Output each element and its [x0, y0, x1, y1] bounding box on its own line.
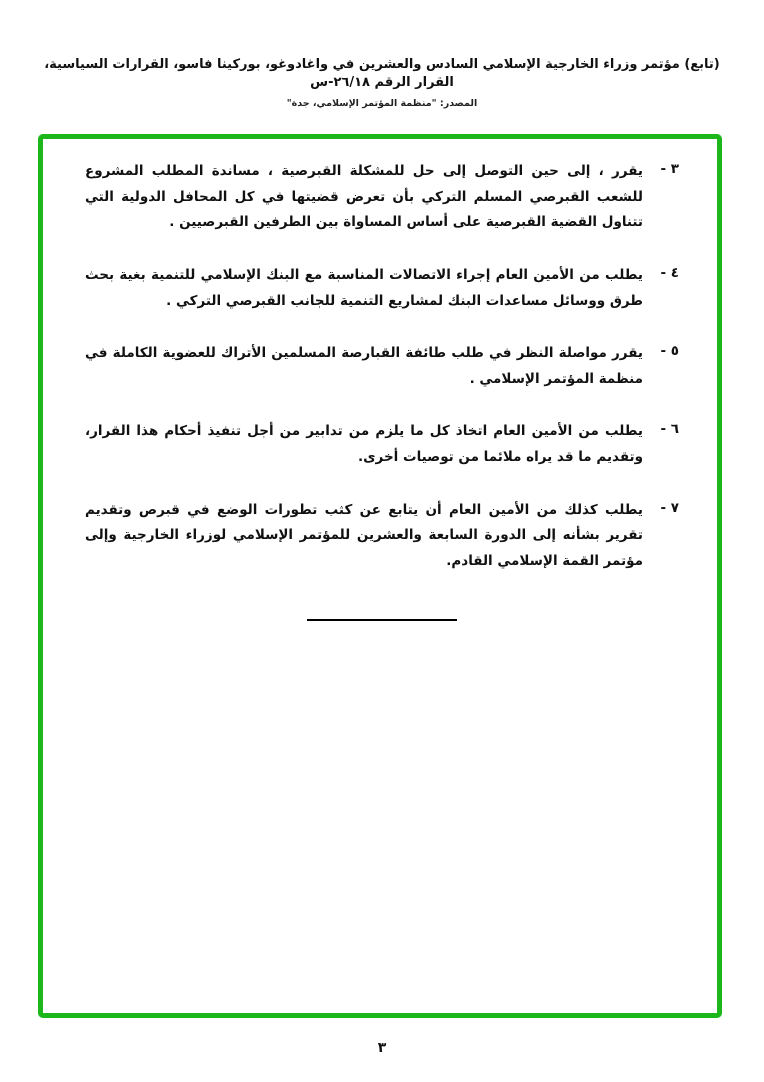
resolution-items [85, 159, 679, 621]
page-header [40, 56, 724, 109]
resolution-item-3 [85, 159, 679, 236]
item-text: يطلب من الأمين العام إجراء الاتصالات المناسبة مع البنك الإسلامي للتنمية بغية بحث طرق ووسائل مساعدات البنك لمشاريع التنمية للجانب القبرصي التركي . [85, 266, 643, 309]
resolution-item-4 [85, 263, 679, 314]
green-content-frame [38, 134, 722, 1018]
item-text: يقرر ، إلى حين التوصل إلى حل للمشكلة القبرصية ، مساندة المطلب المشروع للشعب القبرصي المسلم التركي بأن تعرض قضيتها في كل المحافل الدولية التي تتناول القضية القبرصية على أساس المساواة بين الطرفين القبرصيين . [85, 163, 643, 231]
item-text: يطلب كذلك من الأمين العام أن يتابع عن كثب تطورات الوضع في قبرص وتقديم تقرير بشأنه إلى الدورة السابعة والعشرين للمؤتمر الإسلامي لوزراء الخارجية وإلى مؤتمر القمة الإسلامي القادم. [85, 501, 643, 570]
item-number: ٥ - [660, 343, 679, 360]
item-number: ٦ - [660, 421, 679, 438]
item-text: يقرر مواصلة النظر في طلب طائفة القبارصة المسلمين الأتراك للعضوية الكاملة في منظمة المؤتمر الإسلامي . [85, 345, 643, 387]
end-divider-line [307, 619, 457, 621]
header-title: (تابع) مؤتمر وزراء الخارجية الإسلامي السادس والعشرين في واغادوغو، بوركينا فاسو، القرارات السياسية، القرار الرقم ٢٦/١٨-س [44, 57, 720, 91]
header-source: المصدر: "منظمة المؤتمر الإسلامي، جدة" [286, 98, 478, 110]
item-number: ٣ - [660, 161, 679, 177]
item-number: ٤ - [660, 264, 679, 281]
resolution-item-5 [85, 341, 679, 392]
page-number: ٣ [377, 1040, 387, 1056]
resolution-item-6 [85, 419, 679, 470]
resolution-item-7 [85, 498, 679, 575]
item-text: يطلب من الأمين العام اتخاذ كل ما يلزم من تدابير من أجل تنفيذ أحكام هذا القرار، وتقديم ما قد يراه ملائما من توصيات أخرى. [85, 423, 643, 466]
item-number: ٧ - [660, 499, 679, 516]
